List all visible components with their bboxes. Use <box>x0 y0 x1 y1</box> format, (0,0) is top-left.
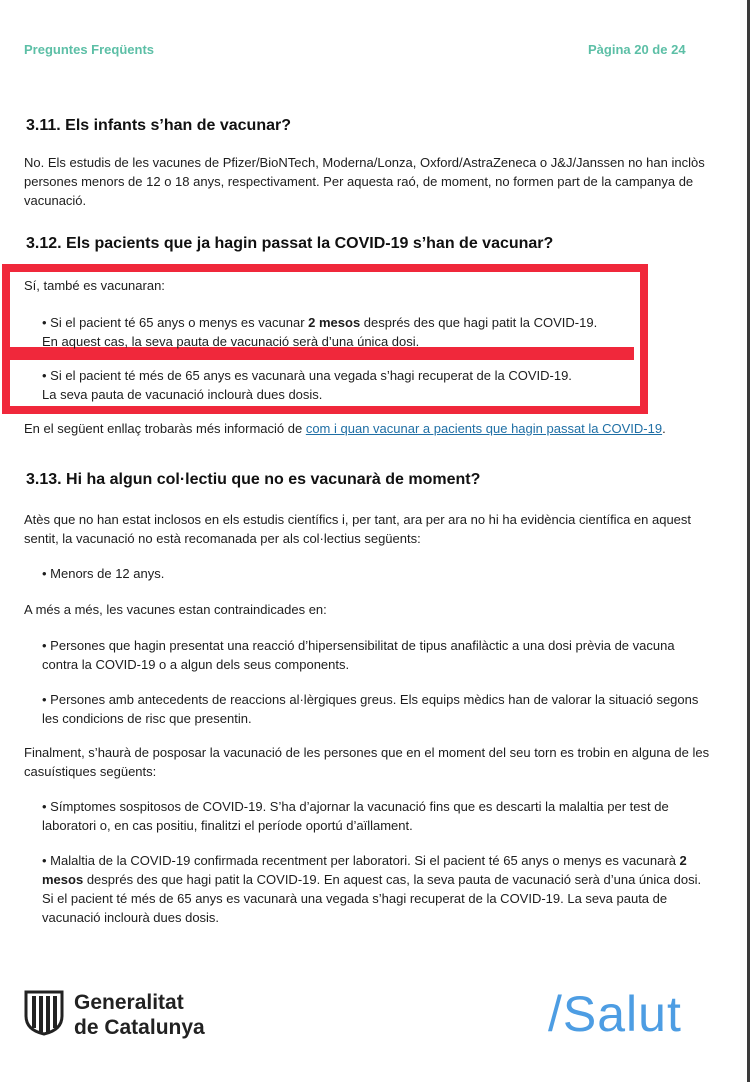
bullet-hypersensitivity: • Persones que hagin presentat una reacció d’hipersensibilitat de tipus anafilàctic a una dosi prèvia de vacuna contra la COVID-19 o a algun dels seus components. <box>42 638 675 672</box>
logo-line-1: Generalitat <box>74 991 184 1014</box>
generalitat-emblem-icon <box>24 990 64 1036</box>
heading-3-12: 3.12. Els pacients que ja hagin passat la COVID-19 s’han de vacunar? <box>26 235 554 252</box>
heading-3-13: 3.13. Hi ha algun col·lectiu que no es vacunarà de moment? <box>26 471 481 488</box>
bullet-suspected-symptoms: • Símptomes sospitosos de COVID-19. S’ha d’ajornar la vacunació fins que es descarti la malaltia per test de laboratori o, en cas positiu, finalitzi el període oportú d’aïllament. <box>42 799 669 833</box>
generalitat-logo-text <box>74 990 205 1040</box>
page-number: Pàgina 20 de 24 <box>588 42 686 57</box>
bullet-confirmed-covid: • Malaltia de la COVID-19 confirmada recentment per laboratori. Si el pacient té 65 anys o menys es vacunarà 2 mesos després des que hagi patit la COVID-19. En aquest cas, la seva pauta de vacunació serà d’una única dosi. Si el pacient té més de 65 anys es vacunarà una vegada s’hagi recuperat de la COVID-19. La seva pauta de vacunació inclourà dues dosis. <box>42 853 702 925</box>
answer-3-13-intro: Atès que no han estat inclosos en els estudis científics i, per tant, ara per ara no hi ha evidència científica en aquest sentit, la vacunació no està recomanada per als col·lectius següents: <box>24 512 692 546</box>
covid-vaccination-info-link[interactable]: com i quan vacunar a pacients que hagin passat la COVID-19 <box>305 421 663 436</box>
answer-3-11: No. Els estudis de les vacunes de Pfizer/BioNTech, Moderna/Lonza, Oxford/AstraZeneca o J&J/Janssen no han inclòs persones menors de 12 o 18 anys, respectivament. Per aquesta raó, de moment, no formen part de la campanya de vacunació. <box>24 155 705 208</box>
bullet-minors: • Menors de 12 anys. <box>42 566 165 581</box>
more-info-text: En el següent enllaç trobaràs més informació de com i quan vacunar a pacients que hagin passat la COVID-19. <box>24 421 666 436</box>
contraindications-intro: A més a més, les vacunes estan contraindicades en: <box>24 602 327 617</box>
answer-3-12-intro: Sí, també es vacunaran: <box>24 278 165 293</box>
logo-line-2: de Catalunya <box>74 1016 205 1039</box>
salut-brand: /Salut <box>548 986 682 1042</box>
header-section-title: Preguntes Freqüents <box>24 42 155 57</box>
bullet-under-65: • Si el pacient té 65 anys o menys es vacunar 2 mesos després des que hagi patit la COVID-19. En aquest cas, la seva pauta de vacunació serà d’una única dosi. <box>42 315 598 349</box>
postpone-intro: Finalment, s’haurà de posposar la vacunació de les persones que en el moment del seu torn es trobin en alguna de les casuístiques següents: <box>24 745 710 779</box>
heading-3-11: 3.11. Els infants s’han de vacunar? <box>26 117 291 134</box>
bullet-allergic-reactions: • Persones amb antecedents de reaccions al·lèrgiques greus. Els equips mèdics han de valorar la situació segons les condicions de risc que presentin. <box>42 692 699 726</box>
bullet-over-65: • Si el pacient té més de 65 anys es vacunarà una vegada s’hagi recuperat de la COVID-19. La seva pauta de vacunació inclourà dues dosis. <box>42 368 572 402</box>
